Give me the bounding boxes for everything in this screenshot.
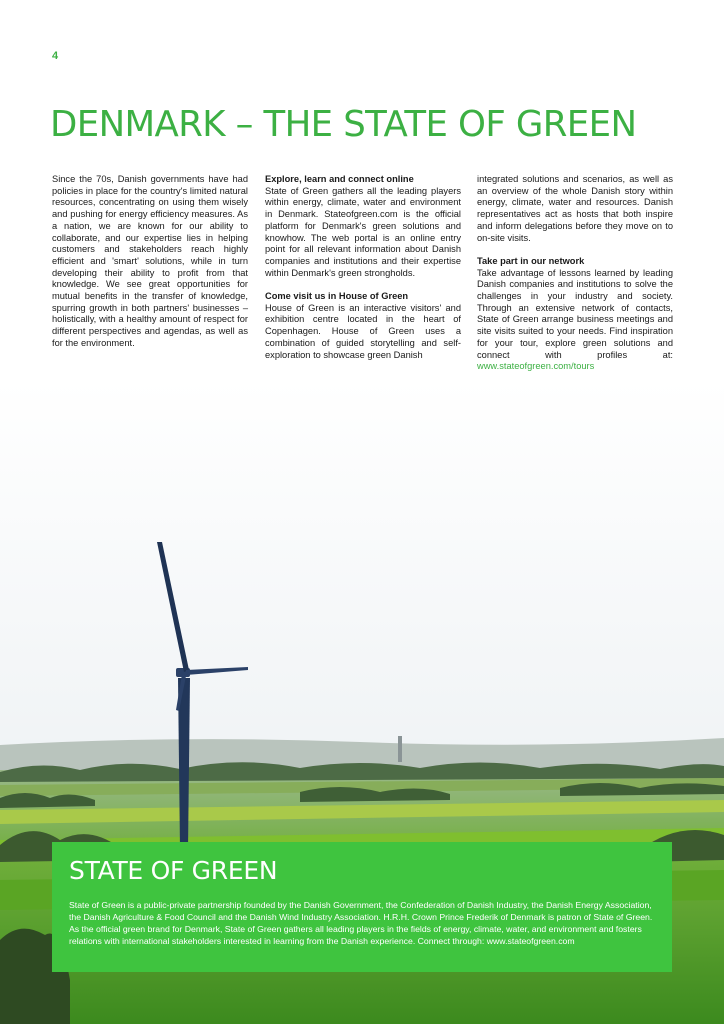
- integrated-paragraph: integrated solutions and scenarios, as well as an overview of the whole Danish story within energy, climate, water and resources. Danish representatives act as hosts that both inspire and inform delegations before they move on to on-site visits.: [477, 174, 673, 243]
- network-text: Take advantage of lessons learned by leading Danish companies and institutions to solve the challenges in your industry and society. Through an extensive network of contacts, State of Green arrange business meetings and site visits suited to your needs. Find inspiration for your tour, explore green solutions and connect with profiles at:: [477, 267, 673, 360]
- distant-tower: [398, 736, 402, 762]
- tours-link[interactable]: www.stateofgreen.com/tours: [477, 361, 595, 372]
- intro-paragraph: Since the 70s, Danish governments have had policies in place for the country's limited natural resources, concentrating on using them wisely and pushing for energy efficiency measures. As a nation, we are known for our ability to collaborate, and our expertise lies in helping customers and stakeholders reach highly efficient and 'smart' solutions, while in turn developing their ability to profit from that knowledge. We see great opportunities for mutual benefits in the transfer of knowledge, spurring growth in both partners' businesses – holistically, with a healthy amount of respect for different perspectives and agendas, as well as for the environment.: [52, 174, 248, 348]
- box-paragraph: State of Green is a public-private partnership founded by the Danish Government, the Confederation of Danish Industry, the Danish Energy Association, the Danish Agriculture & Food Council and the Danish Wind Industry Association. H.R.H. Crown Prince Frederik of Denmark is patron of State of Green. As the official green brand for Denmark, State of Green gathers all leading players in the fields of energy, climate, water, and environment and fosters relations with international stakeholders interested in learning from the Danish experience. Connect through: www.stateofgreen.com: [69, 900, 653, 946]
- explore-heading: Explore, learn and connect online: [265, 174, 414, 184]
- house-of-green-paragraph: House of Green is an interactive visitors' and exhibition centre located in the heart of Copenhagen. House of Green uses a combination of guided storytelling and self-exploration to showcase green Danish: [265, 302, 461, 360]
- box-title: STATE OF GREEN: [69, 856, 278, 885]
- page-title: DENMARK – THE STATE OF GREEN: [50, 104, 637, 145]
- state-of-green-box: [52, 842, 672, 972]
- page-number: 4: [52, 50, 59, 62]
- middle-column: [265, 174, 461, 361]
- network-heading: Take part in our network: [477, 255, 585, 266]
- house-of-green-heading: Come visit us in House of Green: [265, 291, 409, 302]
- network-paragraph: [477, 268, 673, 373]
- intro-column: [52, 174, 248, 350]
- explore-paragraph: State of Green gathers all the leading players within energy, climate, water and environment in Denmark. Stateofgreen.com is the official platform for Denmark's green solutions and knowhow. The web portal is an online entry point for all relevant information about Danish companies and institutions and their expertise within Denmark's green strongholds.: [265, 185, 461, 278]
- right-column: [477, 174, 673, 373]
